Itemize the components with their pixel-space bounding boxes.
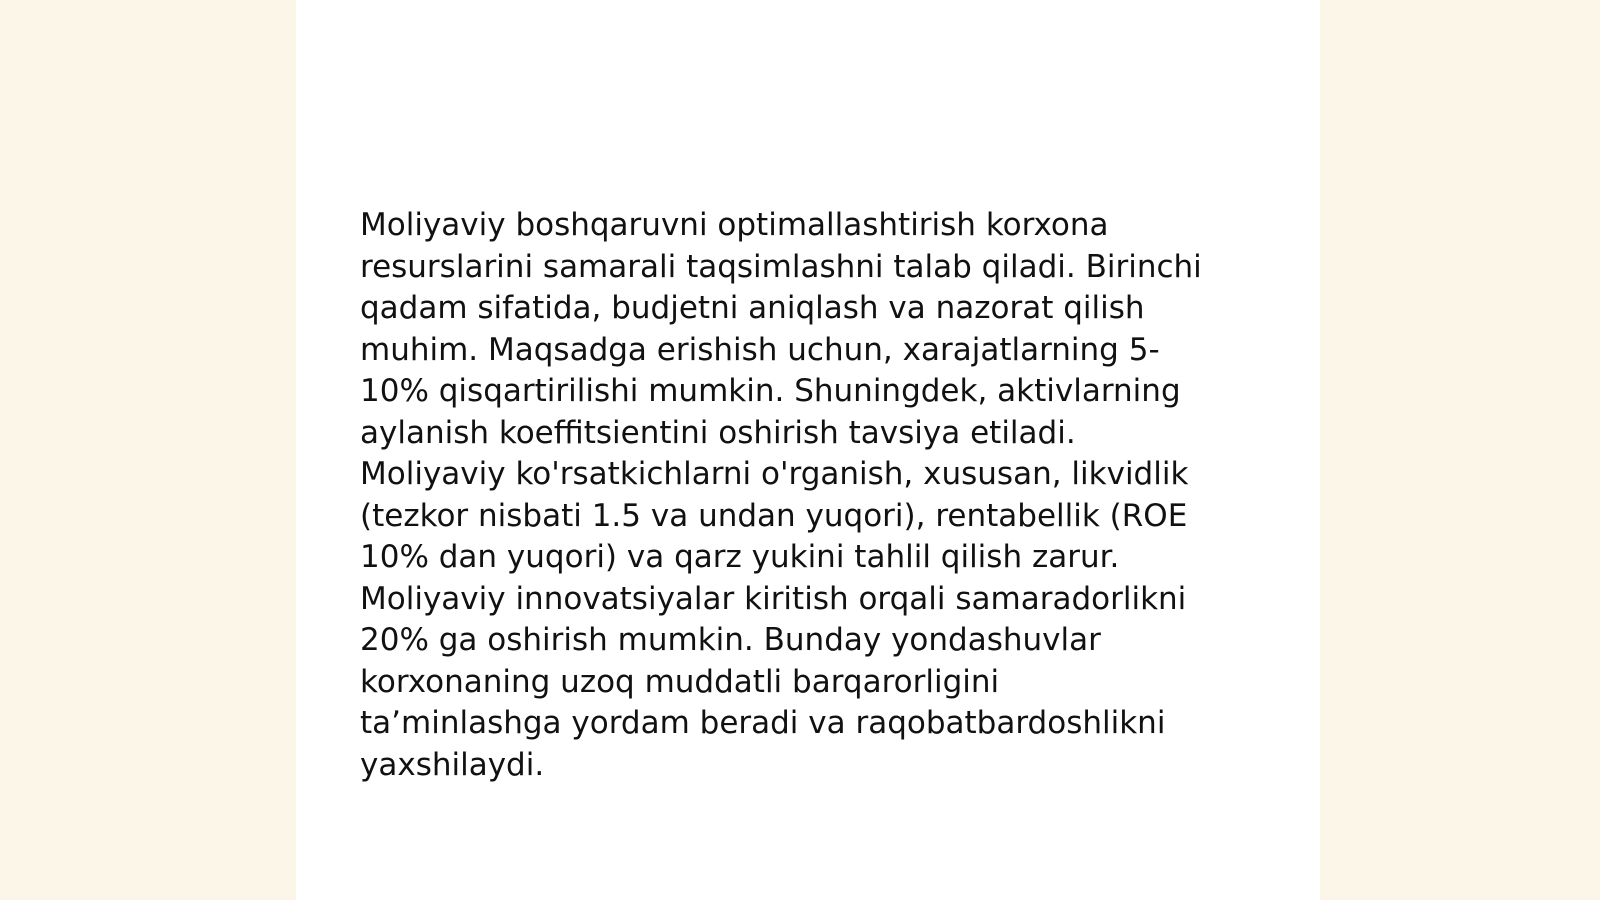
paragraph-line: aylanish koeffitsientini oshirish tavsiya etiladi. <box>360 414 1076 451</box>
paragraph-line: qadam sifatida, budjetni aniqlash va nazorat qilish <box>360 290 1145 326</box>
paragraph-line: korxonaning uzoq muddatli barqarorligini <box>360 663 1000 700</box>
paragraph-line: Moliyaviy boshqaruvni optimallashtirish korxona <box>360 207 1109 243</box>
paragraph-line: 20% ga oshirish mumkin. Bunday yondashuvlar <box>360 622 1101 658</box>
paragraph-line: resurslarini samarali taqsimlashni talab qiladi. Birinchi <box>360 248 1202 285</box>
paragraph-line: (tezkor nisbati 1.5 va undan yuqori), rentabellik (ROE <box>360 497 1188 534</box>
paragraph-line: Moliyaviy ko'rsatkichlarni o'rganish, xususan, likvidlik <box>360 456 1189 492</box>
paragraph-line: yaxshilaydi. <box>360 746 545 783</box>
body-paragraph <box>360 205 1260 786</box>
document-page <box>296 0 1320 900</box>
paragraph-line: Moliyaviy innovatsiyalar kiritish orqali samaradorlikni <box>360 580 1187 617</box>
paragraph-line: muhim. Maqsadga erishish uchun, xarajatlarning 5- <box>360 331 1160 368</box>
paragraph-line: 10% qisqartirilishi mumkin. Shuningdek, aktivlarning <box>360 373 1181 409</box>
paragraph-line: ta’minlashga yordam beradi va raqobatbardoshlikni <box>360 705 1166 741</box>
paragraph-line: 10% dan yuqori) va qarz yukini tahlil qilish zarur. <box>360 539 1120 575</box>
